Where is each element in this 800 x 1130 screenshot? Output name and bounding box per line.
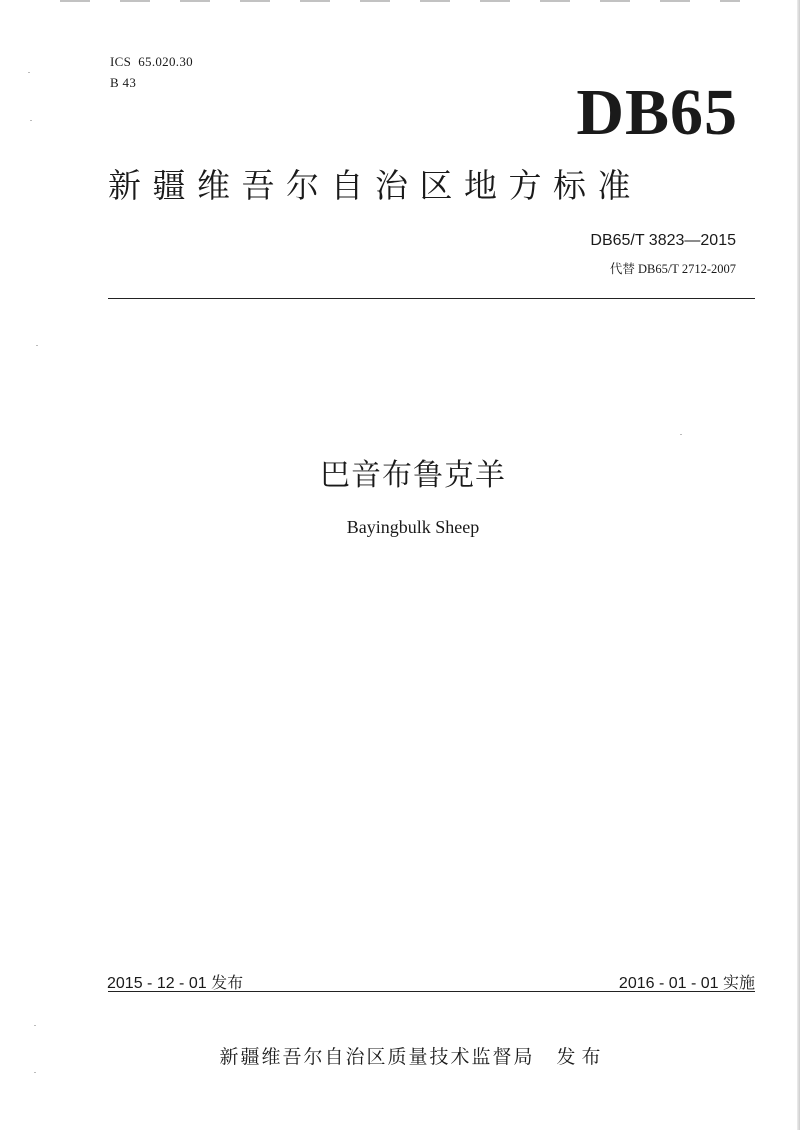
scan-speck xyxy=(34,1025,36,1026)
issuer-verb: 发布 xyxy=(556,1046,607,1068)
scan-speck xyxy=(34,1072,36,1073)
scan-top-edge xyxy=(60,0,740,2)
standard-number: DB65/T 3823—2015 xyxy=(590,232,736,249)
document-title: 巴音布鲁克羊 xyxy=(320,458,506,493)
standard-mark: DB65 xyxy=(576,76,738,149)
issuer-line xyxy=(0,1042,800,1069)
scan-speck xyxy=(28,72,30,73)
footer-divider xyxy=(108,991,755,992)
scan-speck xyxy=(680,434,682,435)
issuer-name: 新疆维吾尔自治区质量技术监督局 xyxy=(219,1046,535,1068)
document-title-english: Bayingbulk Sheep xyxy=(346,517,480,537)
clc-code: B 43 xyxy=(110,75,137,90)
standard-category: 新疆维吾尔自治区地方标准 xyxy=(108,166,642,205)
issue-date: 2015 - 12 - 01 发布 xyxy=(107,975,244,992)
ics-code: ICS 65.020.30 xyxy=(110,54,193,69)
scan-speck xyxy=(30,120,32,121)
replaces-note: 代替 DB65/T 2712-2007 xyxy=(609,262,736,276)
header-divider xyxy=(108,298,755,299)
scan-speck xyxy=(36,345,38,346)
implementation-date: 2016 - 01 - 01 实施 xyxy=(618,975,755,992)
